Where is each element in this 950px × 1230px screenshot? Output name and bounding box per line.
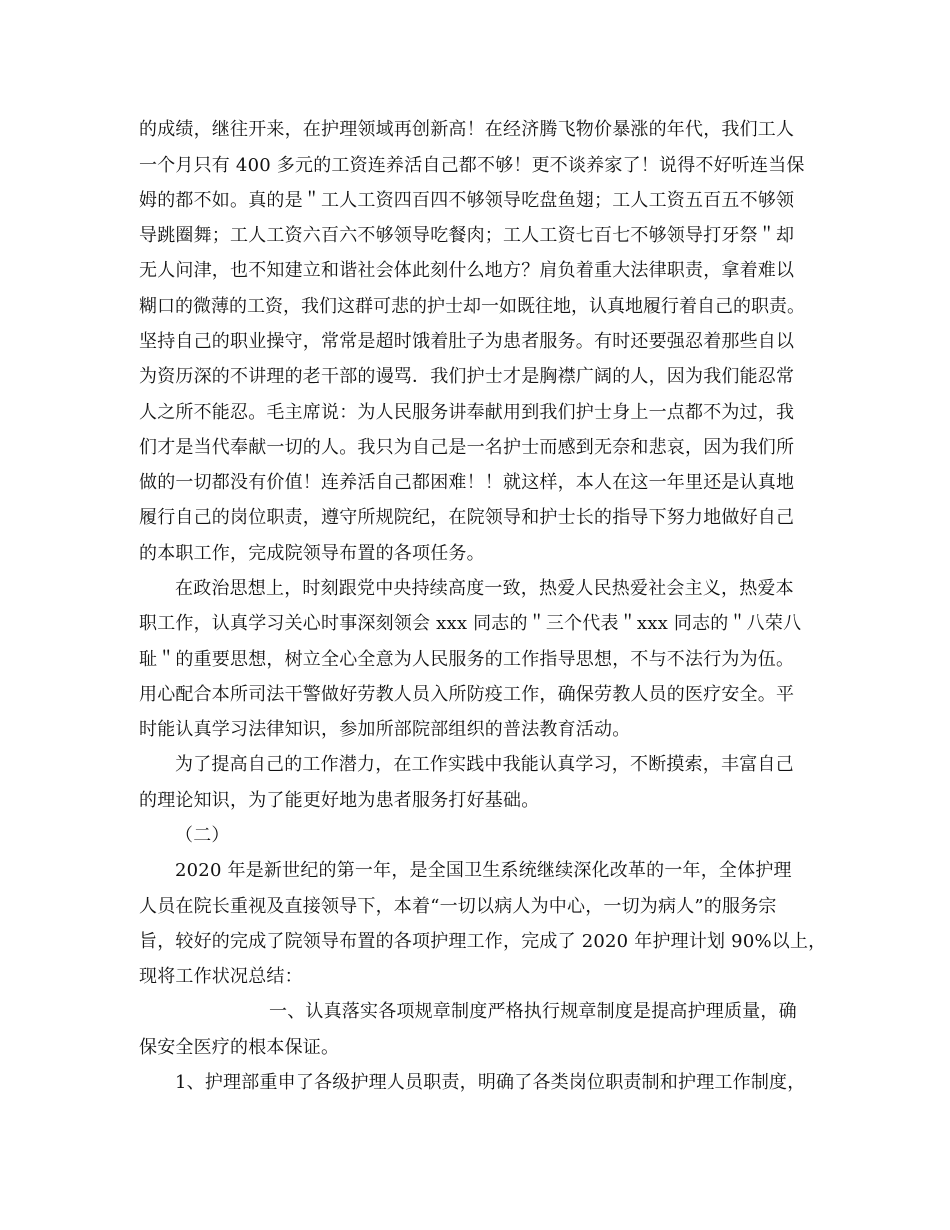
paragraph-line: 的理论知识，为了能更好地为患者服务打好基础。 (139, 790, 540, 811)
paragraph-line: 人之所不能忍。毛主席说：为人民服务讲奉献用到我们护士身上一点都不为过，我 (139, 402, 795, 423)
paragraph-line: 们才是当代奉献一切的人。我只为自己是一名护士而感到无奈和悲哀，因为我们所 (139, 437, 795, 458)
subheading-line: 一、认真落实各项规章制度严格执行规章制度是提高护理质量，确 (269, 1001, 797, 1022)
paragraph-line: 在政治思想上，时刻跟党中央持续高度一致，热爱人民热爱社会主义，热爱本 (175, 578, 794, 599)
list-item: 1、护理部重申了各级护理人员职责，明确了各类岗位职责制和护理工作制度， (175, 1072, 806, 1093)
paragraph-line: 导跳圈舞；工人工资六百六不够领导吃餐肉；工人工资七百七不够领导打牙祭＂却 (139, 225, 795, 246)
paragraph-line: 为资历深的不讲理的老干部的谩骂．我们护士才是胸襟广阔的人，因为我们能忍常 (139, 366, 795, 387)
section-heading: （二） (175, 825, 230, 846)
paragraph-line: 旨，较好的完成了院领导布置的各项护理工作，完成了 2020 年护理计划 90%以上， (139, 931, 827, 952)
paragraph-line: 无人问津，也不知建立和谐社会体此刻什么地方？肩负着重大法律职责，拿着难以 (139, 260, 795, 281)
paragraph-line: 职工作，认真学习关心时事深刻领会 xxx 同志的＂三个代表＂xxx 同志的＂八荣八 (139, 613, 802, 634)
paragraph-line: 的本职工作，完成院领导布置的各项任务。 (139, 543, 485, 564)
paragraph-line: 糊口的微薄的工资，我们这群可悲的护士却一如既往地，认真地履行着自己的职责。 (139, 296, 805, 317)
paragraph-line: 的成绩，继往开来，在护理领域再创新高！在经济腾飞物价暴涨的年代，我们工人 (139, 119, 795, 140)
paragraph-line: 为了提高自己的工作潜力，在工作实践中我能认真学习，不断摸索，丰富自己 (175, 754, 794, 775)
paragraph-line: 耻＂的重要思想，树立全心全意为人民服务的工作指导思想，不与不法行为为伍。 (139, 649, 795, 670)
paragraph-line: 坚持自己的职业操守，常常是超时饿着肚子为患者服务。有时还要强忍着那些自以 (139, 331, 795, 352)
paragraph-line: 用心配合本所司法干警做好劳教人员入所防疫工作，确保劳教人员的医疗安全。平 (139, 684, 795, 705)
paragraph-line: 人员在院长重视及直接领导下，本着“一切以病人为中心，一切为病人”的服务宗 (139, 896, 777, 917)
subheading-line: 保安全医疗的根本保证。 (139, 1037, 340, 1058)
paragraph-line: 姆的都不如。真的是＂工人工资四百四不够领导吃盘鱼翅；工人工资五百五不够领 (139, 190, 795, 211)
paragraph-line: 时能认真学习法律知识，参加所部院部组织的普法教育活动。 (139, 719, 631, 740)
paragraph-line: 2020 年是新世纪的第一年，是全国卫生系统继续深化改革的一年，全体护理 (175, 860, 792, 881)
paragraph-line: 一个月只有 400 多元的工资连养活自己都不够！更不谈养家了！说得不好听连当保 (139, 155, 805, 176)
paragraph-line: 现将工作状况总结： (139, 966, 303, 987)
paragraph-line: 履行自己的岗位职责，遵守所规院纪，在院领导和护士长的指导下努力地做好自己 (139, 507, 795, 528)
paragraph-line: 做的一切都没有价值！连养活自己都困难！！就这样，本人在这一年里还是认真地 (139, 472, 795, 493)
